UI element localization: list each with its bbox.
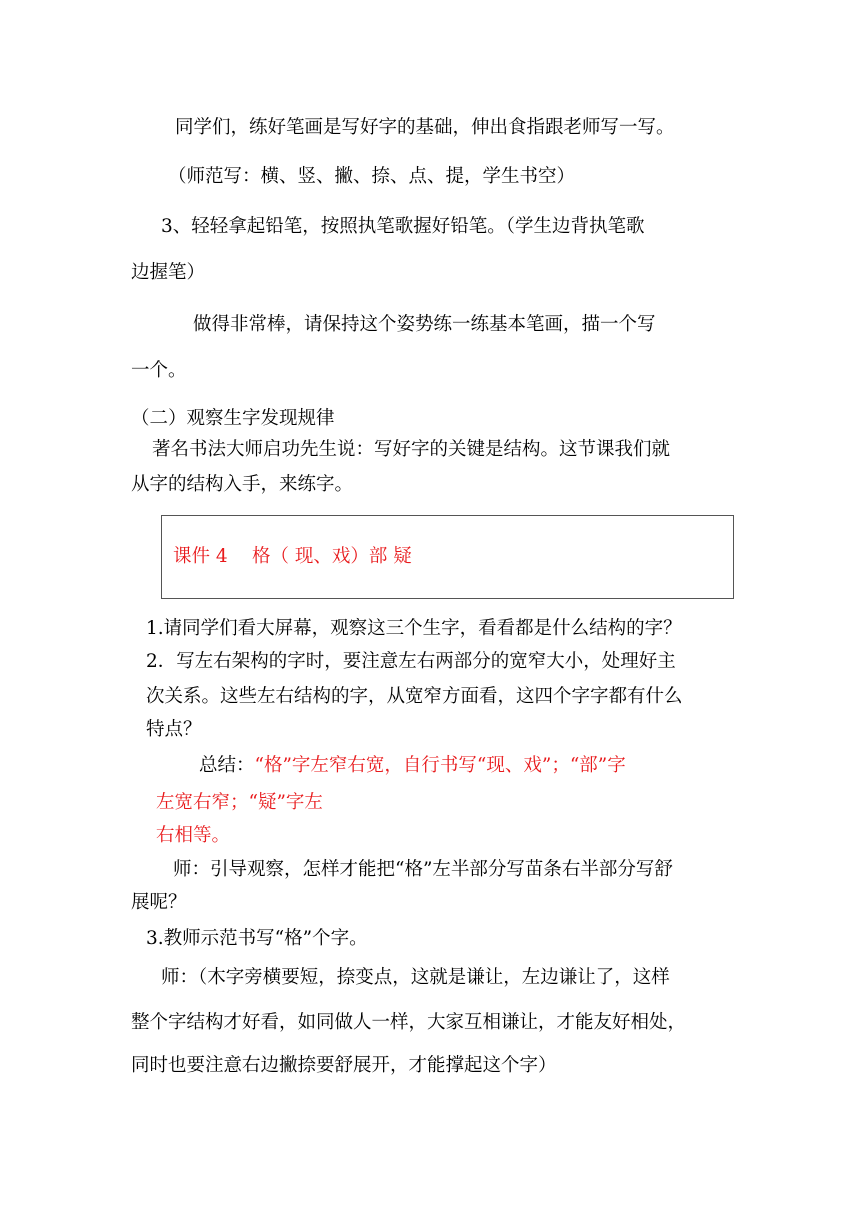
paragraph-intro: 同学们，练好笔画是写好字的基础，伸出食指跟老师写一写。 [175, 117, 675, 138]
teacher-demo-line3: 同时也要注意右边撇捺要舒展开，才能撑起这个字） [131, 1055, 557, 1076]
list-item-2-line3: 特点？ [146, 719, 202, 740]
summary-text: “格”字左窄右宽，自行书写“现、戏”；“部”字 [254, 755, 626, 776]
list-item-2-line2: 次关系。这些左右结构的字，从宽窄方面看，这四个字字都有什么 [146, 686, 683, 707]
paragraph-quote-line1: 著名书法大师启功先生说：写好字的关键是结构。这节课我们就 [152, 439, 671, 460]
summary-line3: 右相等。 [156, 825, 231, 846]
list-item-3: 3.教师示范书写“格”个字。 [146, 928, 368, 949]
teacher-guide-line1: 师：引导观察，怎样才能把“格”左半部分写苗条右半部分写舒 [173, 859, 673, 880]
courseware-label: 课件 4 格（ 现、戏）部 疑 [173, 546, 412, 567]
paragraph-step3-line1: 3、轻轻拿起铅笔，按照执笔歌握好铅笔。（学生边背执笔歌 [161, 216, 645, 237]
teacher-demo-line2: 整个字结构才好看，如同做人一样，大家互相谦让，才能友好相处， [131, 1012, 687, 1033]
paragraph-praise-line1: 做得非常棒，请保持这个姿势练一练基本笔画，描一个写 [193, 314, 656, 335]
paragraph-demo-note: （师范写：横、竖、撇、捺、点、提，学生书空） [168, 166, 576, 187]
section-heading: （二）观察生字发现规律 [131, 408, 335, 429]
summary-line2: 左宽右窄；“疑”字左 [156, 792, 323, 813]
teacher-guide-line2: 展呢？ [131, 892, 187, 913]
list-item-1: 1.请同学们看大屏幕，观察这三个生字，看看都是什么结构的字？ [146, 618, 682, 639]
list-item-2-line1: 2．写左右架构的字时，要注意左右两部分的宽窄大小，处理好主 [146, 651, 676, 672]
courseware-box [161, 515, 734, 599]
paragraph-praise-line2: 一个。 [131, 360, 187, 381]
summary-label: 总结： [199, 755, 255, 776]
paragraph-step3-line2: 边握笔） [131, 262, 206, 283]
summary-line1 [199, 755, 626, 777]
paragraph-quote-line2: 从字的结构入手，来练字。 [131, 474, 354, 495]
teacher-demo-line1: 师：（木字旁横要短，捺变点，这就是谦让，左边谦让了，这样 [161, 967, 670, 988]
